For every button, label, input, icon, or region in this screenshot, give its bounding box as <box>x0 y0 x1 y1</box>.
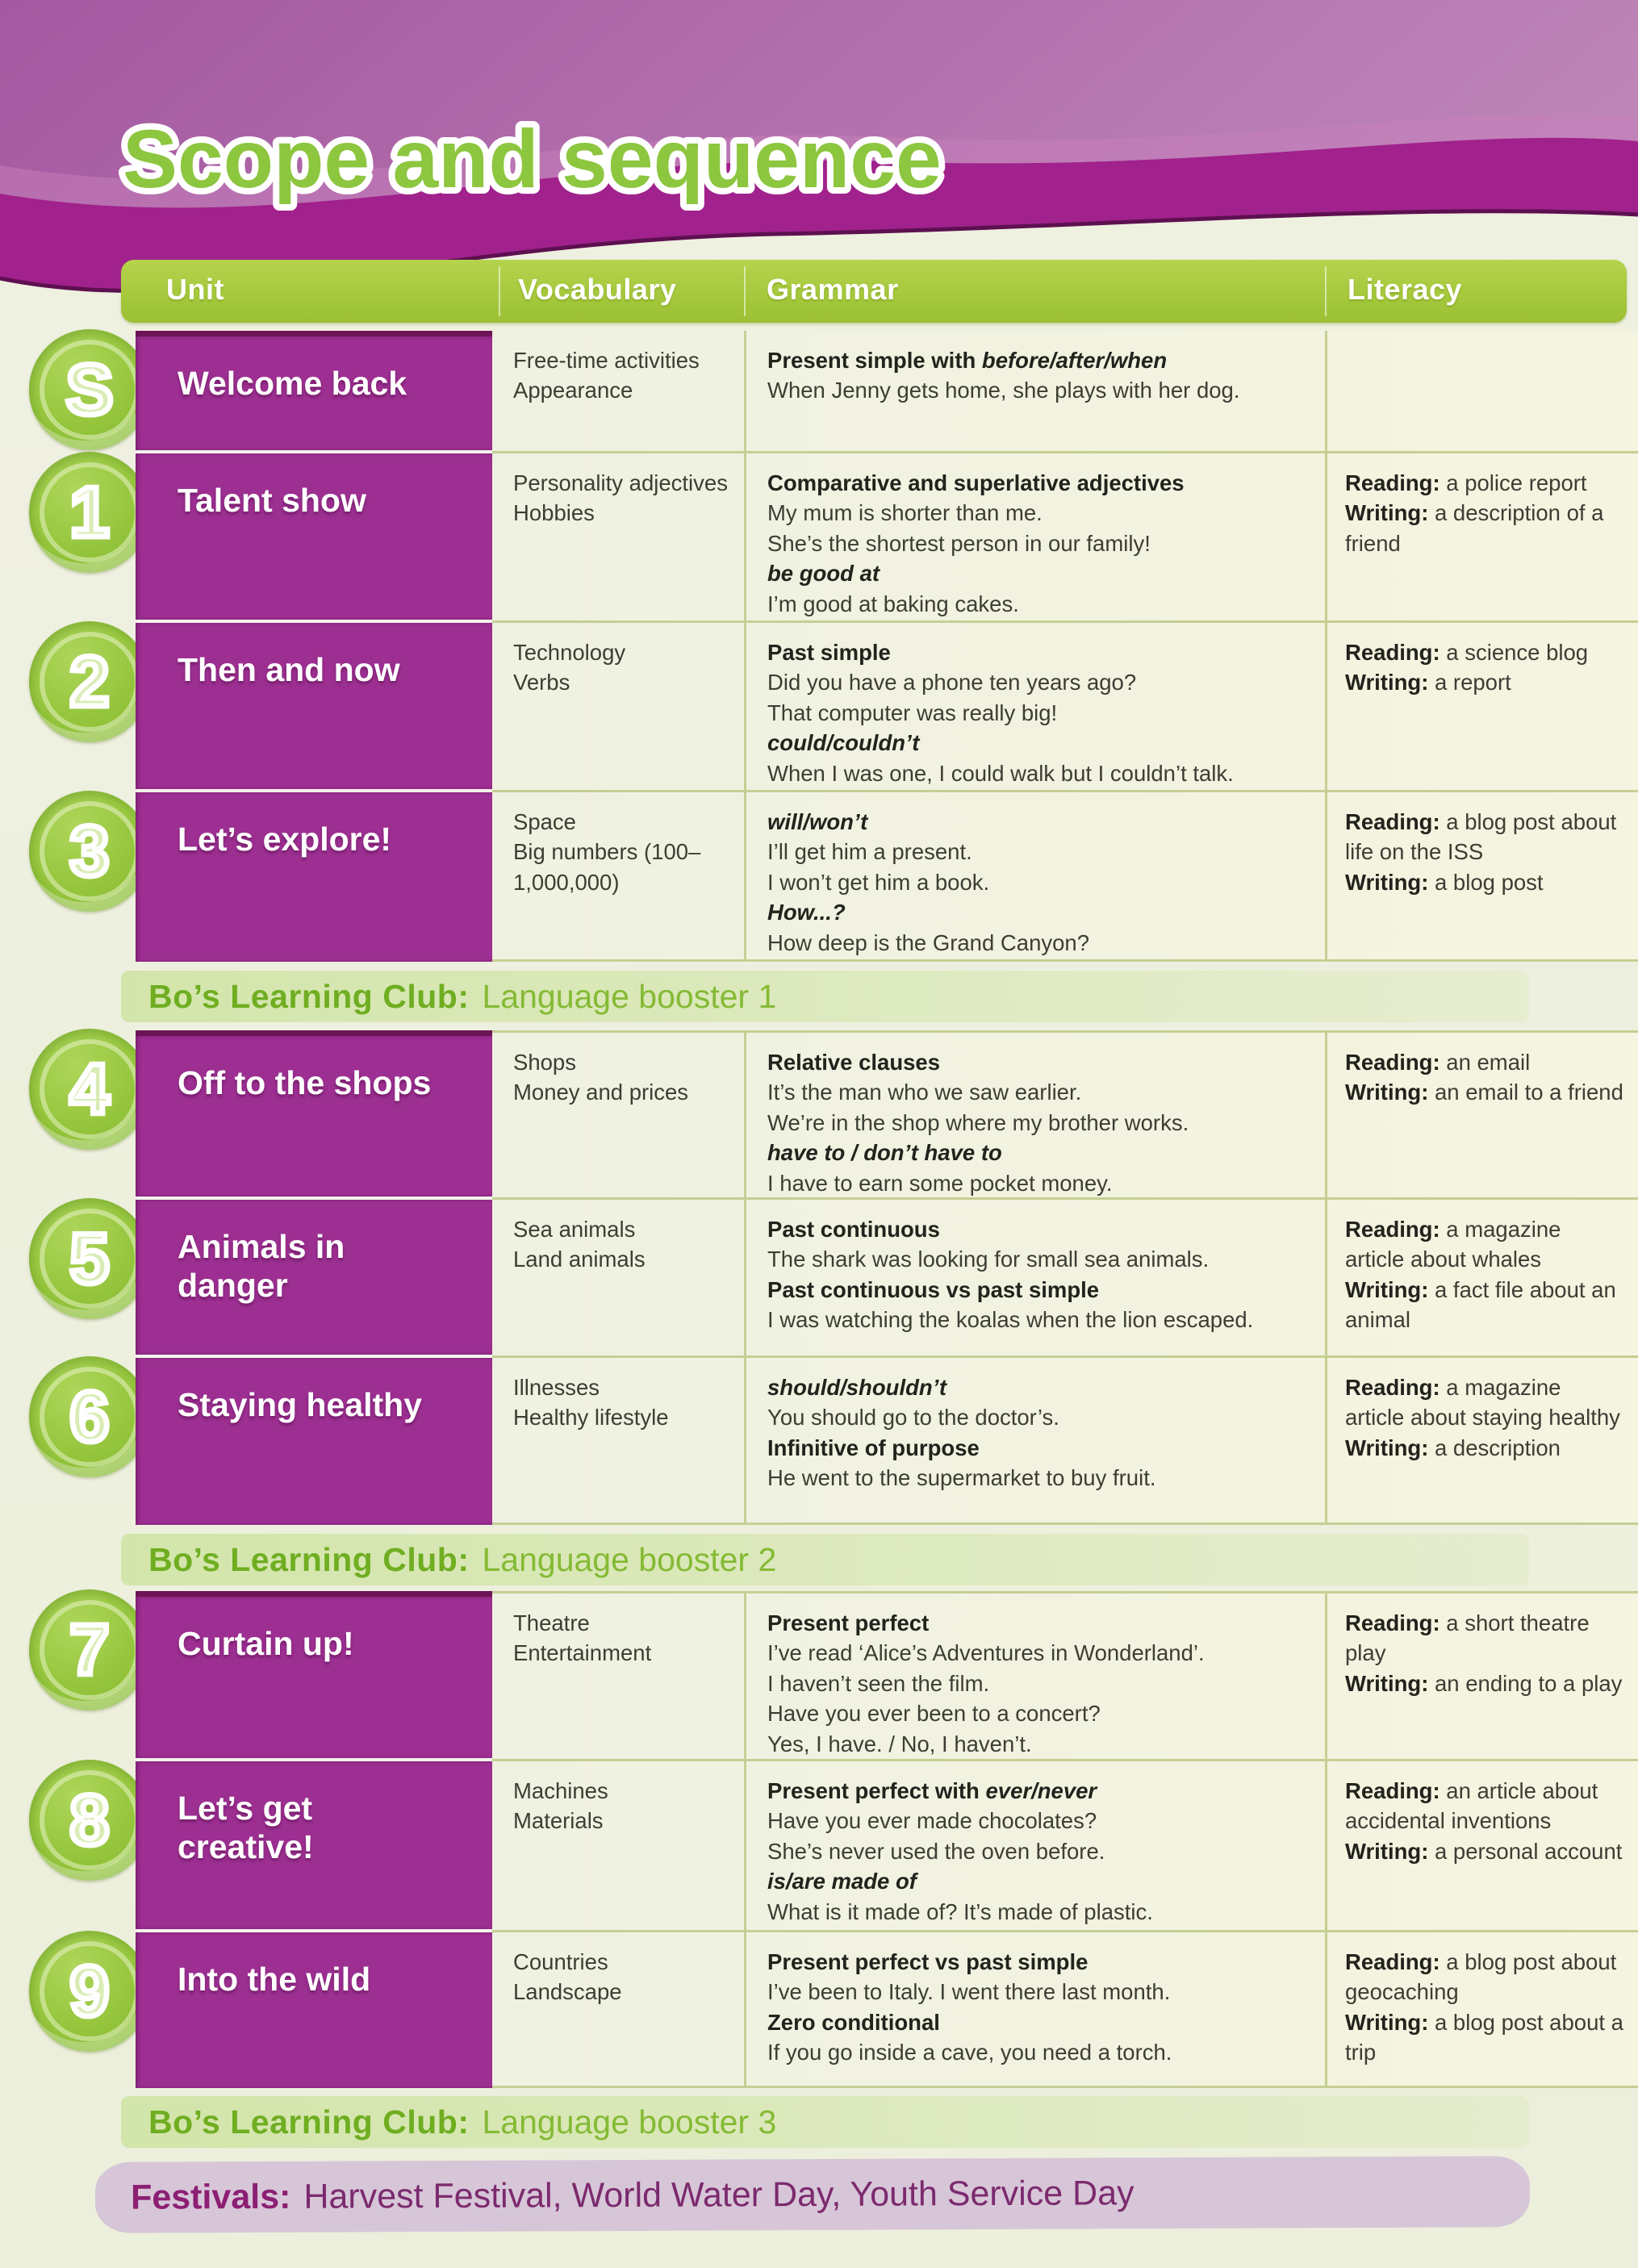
vocabulary-item: Money and prices <box>513 1080 689 1105</box>
grammar-line <box>767 528 1310 558</box>
unit-title: Animals in danger <box>178 1228 345 1305</box>
vocabulary-cell <box>492 1932 744 2086</box>
unit-title: Staying healthy <box>178 1386 423 1423</box>
grammar-cell <box>744 1593 1325 1759</box>
grammar-line <box>767 1806 1310 1836</box>
literacy-cell <box>1325 792 1638 959</box>
unit-badge-label: 2 <box>69 641 110 721</box>
text-segment: You should go to the doctor’s. <box>767 1405 1059 1431</box>
text-segment: Reading: <box>1345 1610 1440 1635</box>
unit-badge-9 <box>29 1931 150 2052</box>
text-segment: I’ve been to Italy. I went there last month. <box>767 1979 1171 2005</box>
festivals-banner <box>95 2156 1530 2233</box>
text-segment: Have you ever made chocolates? <box>767 1808 1097 1834</box>
unit-row-7 <box>0 1591 1638 1761</box>
unit-title-block <box>136 1200 492 1358</box>
grammar-line <box>767 558 1310 588</box>
unit-row-S <box>0 331 1638 453</box>
unit-title-block <box>136 623 492 792</box>
literacy-line <box>1345 1836 1623 1866</box>
text-segment: I’m good at baking cakes. <box>767 591 1019 616</box>
grammar-line <box>767 1138 1310 1167</box>
text-segment: Did you have a phone ten years ago? <box>767 670 1137 695</box>
column-header-literacy: Literacy <box>1348 273 1463 306</box>
unit-cells <box>492 1358 1638 1525</box>
grammar-line <box>767 1077 1310 1107</box>
text-segment: Writing: <box>1345 670 1429 695</box>
unit-badge-7 <box>29 1589 150 1710</box>
text-segment: a blog post <box>1428 869 1544 895</box>
grammar-line <box>767 1729 1310 1759</box>
grammar-line <box>767 1836 1310 1866</box>
text-segment: Writing: <box>1345 869 1429 895</box>
grammar-line <box>767 1866 1310 1896</box>
text-segment: Writing: <box>1345 500 1429 526</box>
vocabulary-item: Shops <box>513 1050 576 1075</box>
grammar-line <box>767 1698 1310 1728</box>
text-segment: will/won’t <box>767 809 868 834</box>
grammar-cell <box>744 792 1325 959</box>
text-segment: Reading: <box>1345 470 1440 495</box>
literacy-line <box>1345 1433 1623 1463</box>
grammar-cell <box>744 453 1325 620</box>
unit-badge-label: 3 <box>69 811 110 891</box>
text-segment: Reading: <box>1345 1050 1440 1075</box>
grammar-line <box>767 667 1310 697</box>
unit-title: Let’s explore! <box>178 821 392 858</box>
page-title: Scope and sequence <box>123 113 942 205</box>
vocabulary-cell <box>492 1761 744 1930</box>
text-segment: a report <box>1428 670 1511 695</box>
grammar-line <box>767 1244 1310 1274</box>
grammar-cell <box>744 1358 1325 1522</box>
unit-title-block <box>136 453 492 623</box>
text-segment: an email to a friend <box>1428 1080 1623 1105</box>
text-segment: a fact file about an animal <box>1345 1276 1616 1333</box>
vocabulary-cell <box>492 453 744 620</box>
learning-club-label: Bo’s Learning Club: <box>148 2103 470 2141</box>
table-header-bar <box>121 260 1627 323</box>
vocabulary-item: Land animals <box>513 1247 646 1272</box>
text-segment: ever/never <box>985 1778 1097 1803</box>
text-segment: Writing: <box>1345 2009 1429 2035</box>
vocabulary-item: Illnesses <box>513 1375 600 1400</box>
literacy-line <box>1345 667 1623 697</box>
vocabulary-item: Verbs <box>513 670 570 695</box>
grammar-cell <box>744 1033 1325 1197</box>
text-segment: a description of a friend <box>1345 500 1604 556</box>
unit-badge-8 <box>29 1760 150 1881</box>
grammar-line <box>767 375 1310 405</box>
unit-group-3 <box>0 1591 1638 2088</box>
unit-badge-label: 7 <box>69 1610 110 1690</box>
text-segment: a science blog <box>1440 640 1589 665</box>
unit-row-9 <box>0 1932 1638 2088</box>
unit-title-block <box>136 1591 492 1761</box>
text-segment: Have you ever been to a concert? <box>767 1701 1101 1727</box>
column-header-vocabulary: Vocabulary <box>518 273 677 306</box>
unit-group-1 <box>0 331 1638 962</box>
literacy-line <box>1345 498 1623 558</box>
unit-badge-1 <box>29 452 150 573</box>
text-segment: Present perfect vs past simple <box>767 1949 1089 1974</box>
text-segment: If you go inside a cave, you need a torch. <box>767 2040 1172 2065</box>
text-segment: We’re in the shop where my brother works. <box>767 1109 1189 1135</box>
text-segment: I have to earn some pocket money. <box>767 1170 1113 1196</box>
unit-title: Talent show <box>178 482 366 519</box>
grammar-line <box>767 1168 1310 1198</box>
text-segment: a personal account <box>1428 1838 1623 1864</box>
grammar-line <box>767 637 1310 667</box>
unit-badge-label: S <box>65 349 114 429</box>
literacy-line <box>1345 1776 1623 1836</box>
grammar-line <box>767 1402 1310 1432</box>
text-segment: Present simple with <box>767 348 982 373</box>
text-segment: What is it made of? It’s made of plastic. <box>767 1898 1153 1924</box>
grammar-line <box>767 1305 1310 1334</box>
unit-title-block <box>136 1358 492 1525</box>
unit-title-block <box>136 1932 492 2088</box>
literacy-cell <box>1325 1593 1638 1759</box>
header-separator <box>744 266 746 316</box>
text-segment: an article about accidental inventions <box>1345 1778 1598 1834</box>
text-segment: Writing: <box>1345 1276 1429 1302</box>
vocabulary-cell <box>492 331 744 451</box>
literacy-line <box>1345 1077 1623 1107</box>
text-segment: Infinitive of purpose <box>767 1435 980 1460</box>
grammar-line <box>767 1608 1310 1638</box>
unit-title-block <box>136 1030 492 1200</box>
grammar-line <box>767 837 1310 867</box>
unit-cells <box>492 1761 1638 1932</box>
unit-badge-label: 8 <box>69 1780 110 1860</box>
literacy-line <box>1345 1372 1623 1433</box>
text-segment: Relative clauses <box>767 1050 941 1075</box>
grammar-line <box>767 1047 1310 1077</box>
text-segment: Yes, I have. / No, I haven’t. <box>767 1731 1032 1756</box>
grammar-line <box>767 1977 1310 2007</box>
vocabulary-cell <box>492 792 744 959</box>
literacy-line <box>1345 2007 1623 2068</box>
vocabulary-item: Sea animals <box>513 1217 636 1242</box>
text-segment: a magazine article about whales <box>1345 1217 1561 1272</box>
unit-title: Welcome back <box>178 365 407 402</box>
text-segment: Writing: <box>1345 1435 1429 1460</box>
text-segment: Past continuous vs past simple <box>767 1276 1100 1302</box>
text-segment: Present perfect <box>767 1610 930 1635</box>
vocabulary-item: Landscape <box>513 1979 622 2005</box>
unit-badge-label: 6 <box>69 1376 110 1456</box>
grammar-line <box>767 1214 1310 1244</box>
header-separator <box>499 266 500 316</box>
grammar-line <box>767 867 1310 897</box>
text-segment: The shark was looking for small sea animals. <box>767 1247 1210 1272</box>
unit-cells <box>492 792 1638 962</box>
text-segment: Past simple <box>767 640 891 665</box>
language-booster-label: Language booster 2 <box>482 1540 777 1578</box>
language-booster-label: Language booster 1 <box>482 977 777 1015</box>
text-segment: a short theatre play <box>1345 1610 1590 1666</box>
unit-title: Off to the shops <box>178 1064 432 1101</box>
text-segment: I won’t get him a book. <box>767 869 990 895</box>
grammar-line <box>767 498 1310 528</box>
unit-title-block <box>136 1761 492 1932</box>
grammar-cell <box>744 1200 1325 1355</box>
learning-club-label: Bo’s Learning Club: <box>148 1540 470 1578</box>
text-segment: a police report <box>1440 470 1587 495</box>
literacy-line <box>1345 1214 1623 1275</box>
grammar-line <box>767 897 1310 927</box>
learning-club-banner-1 <box>121 971 1529 1022</box>
unit-cells <box>492 623 1638 792</box>
text-segment: Writing: <box>1345 1080 1429 1105</box>
unit-badge-label: 1 <box>69 472 110 552</box>
grammar-line <box>767 1433 1310 1463</box>
text-segment: Reading: <box>1345 1217 1440 1242</box>
literacy-cell <box>1325 331 1638 451</box>
text-segment: Reading: <box>1345 1375 1440 1400</box>
text-segment: Comparative and superlative adjectives <box>767 470 1185 495</box>
vocabulary-item: Hobbies <box>513 500 595 526</box>
unit-cells <box>492 453 1638 623</box>
text-segment: She’s the shortest person in our family! <box>767 530 1151 556</box>
text-segment: a magazine article about staying healthy <box>1345 1375 1620 1431</box>
literacy-cell <box>1325 623 1638 790</box>
text-segment: She’s never used the oven before. <box>767 1838 1105 1864</box>
vocabulary-item: Countries <box>513 1949 608 1974</box>
unit-row-1 <box>0 453 1638 623</box>
unit-cells <box>492 1932 1638 2088</box>
vocabulary-item: Appearance <box>513 378 633 403</box>
literacy-cell <box>1325 1358 1638 1522</box>
grammar-cell <box>744 623 1325 790</box>
learning-club-banner-2 <box>121 1534 1529 1585</box>
unit-badge-label: 4 <box>69 1049 110 1129</box>
vocabulary-item: Machines <box>513 1778 608 1803</box>
text-segment: I’ll get him a present. <box>767 839 972 865</box>
text-segment: Reading: <box>1345 640 1440 665</box>
vocabulary-item: Theatre <box>513 1610 590 1635</box>
grammar-line <box>767 807 1310 837</box>
text-segment: He went to the supermarket to buy fruit. <box>767 1465 1156 1491</box>
grammar-cell <box>744 1932 1325 2086</box>
unit-row-2 <box>0 623 1638 792</box>
text-segment: before/after/when <box>981 348 1168 373</box>
text-segment: an email <box>1440 1050 1531 1075</box>
literacy-cell <box>1325 1200 1638 1355</box>
grammar-line <box>767 758 1310 788</box>
text-segment: When Jenny gets home, she plays with her dog. <box>767 378 1240 403</box>
grammar-line <box>767 468 1310 498</box>
literacy-line <box>1345 1947 1623 2007</box>
vocabulary-cell <box>492 1200 744 1355</box>
grammar-line <box>767 345 1310 375</box>
text-segment: How...? <box>767 900 846 925</box>
text-segment: Writing: <box>1345 1838 1429 1864</box>
vocabulary-item: Materials <box>513 1808 604 1834</box>
grammar-line <box>767 928 1310 958</box>
vocabulary-item: Big numbers (100–1,000,000) <box>513 839 701 895</box>
literacy-line <box>1345 1669 1623 1698</box>
vocabulary-item: Healthy lifestyle <box>513 1405 669 1431</box>
grammar-line <box>767 2037 1310 2067</box>
unit-badge-4 <box>29 1029 150 1150</box>
text-segment: a blog post about a trip <box>1345 2009 1623 2065</box>
literacy-line <box>1345 807 1623 867</box>
text-segment: have to / don’t have to <box>767 1140 1002 1166</box>
literacy-line <box>1345 637 1623 667</box>
unit-row-5 <box>0 1200 1638 1358</box>
grammar-line <box>767 1776 1310 1806</box>
learning-club-banner-3 <box>121 2096 1529 2148</box>
text-segment: That computer was really big! <box>767 700 1058 725</box>
text-segment: Reading: <box>1345 1949 1440 1974</box>
grammar-line <box>767 1275 1310 1305</box>
unit-badge-5 <box>29 1198 150 1319</box>
unit-cells <box>492 1200 1638 1358</box>
unit-row-6 <box>0 1358 1638 1525</box>
grammar-cell <box>744 1761 1325 1930</box>
unit-cells <box>492 331 1638 453</box>
text-segment: a blog post about life on the ISS <box>1345 809 1617 865</box>
literacy-line <box>1345 1047 1623 1077</box>
text-segment: an ending to a play <box>1428 1670 1623 1696</box>
unit-row-3 <box>0 792 1638 962</box>
grammar-line <box>767 1897 1310 1927</box>
literacy-line <box>1345 468 1623 498</box>
vocabulary-item: Free-time activities <box>513 348 700 373</box>
vocabulary-cell <box>492 1358 744 1522</box>
column-header-unit: Unit <box>166 273 224 306</box>
vocabulary-cell <box>492 1033 744 1197</box>
text-segment: is/are made of <box>767 1869 917 1894</box>
festivals-label: Festivals: <box>130 2177 291 2217</box>
vocabulary-item: Personality adjectives <box>513 470 728 495</box>
literacy-line <box>1345 867 1623 897</box>
unit-badge-S <box>29 329 150 450</box>
grammar-line <box>767 728 1310 758</box>
unit-title-block <box>136 792 492 962</box>
text-segment: It’s the man who we saw earlier. <box>767 1080 1082 1105</box>
vocabulary-cell <box>492 623 744 790</box>
vocabulary-item: Entertainment <box>513 1640 652 1666</box>
unit-badge-label: 5 <box>69 1218 110 1298</box>
text-segment: Past continuous <box>767 1217 940 1242</box>
text-segment: I was watching the koalas when the lion escaped. <box>767 1307 1254 1333</box>
column-header-grammar: Grammar <box>767 273 899 306</box>
grammar-line <box>767 1947 1310 1977</box>
text-segment: Writing: <box>1345 1670 1429 1696</box>
literacy-cell <box>1325 453 1638 620</box>
text-segment: a blog post about geocaching <box>1345 1949 1617 2005</box>
text-segment: Reading: <box>1345 809 1440 834</box>
text-segment: Present perfect with <box>767 1778 986 1803</box>
grammar-line <box>767 698 1310 728</box>
grammar-line <box>767 1638 1310 1668</box>
unit-title-block <box>136 331 492 453</box>
unit-group-2 <box>0 1030 1638 1525</box>
festivals-list: Harvest Festival, World Water Day, Youth Service Day <box>303 2173 1134 2216</box>
text-segment: When I was one, I could walk but I couldn’t talk. <box>767 760 1234 786</box>
learning-club-label: Bo’s Learning Club: <box>148 977 470 1015</box>
unit-badge-2 <box>29 621 150 742</box>
vocabulary-item: Space <box>513 809 576 834</box>
grammar-line <box>767 1669 1310 1698</box>
unit-cells <box>492 1030 1638 1200</box>
unit-title: Let’s get creative! <box>178 1790 314 1866</box>
unit-row-4 <box>0 1030 1638 1200</box>
text-segment: a description <box>1428 1435 1561 1460</box>
unit-badge-label: 9 <box>69 1951 110 2031</box>
unit-row-8 <box>0 1761 1638 1932</box>
grammar-line <box>767 589 1310 619</box>
grammar-cell <box>744 331 1325 451</box>
text-segment: be good at <box>767 561 880 587</box>
literacy-line <box>1345 1275 1623 1335</box>
text-segment: Reading: <box>1345 1778 1440 1803</box>
literacy-line <box>1345 1608 1623 1669</box>
grammar-line <box>767 1463 1310 1493</box>
unit-title: Curtain up! <box>178 1625 354 1662</box>
text-segment: should/shouldn’t <box>767 1375 946 1400</box>
unit-cells <box>492 1591 1638 1761</box>
unit-badge-6 <box>29 1356 150 1477</box>
text-segment: How deep is the Grand Canyon? <box>767 929 1089 955</box>
literacy-cell <box>1325 1033 1638 1197</box>
unit-badge-3 <box>29 791 150 912</box>
grammar-line <box>767 1372 1310 1402</box>
vocabulary-cell <box>492 1593 744 1759</box>
header-separator <box>1325 266 1327 316</box>
text-segment: could/couldn’t <box>767 730 920 756</box>
text-segment: I haven’t seen the film. <box>767 1670 990 1696</box>
unit-title: Into the wild <box>178 1961 371 1998</box>
text-segment: I’ve read ‘Alice’s Adventures in Wonderland’. <box>767 1640 1205 1666</box>
grammar-line <box>767 2007 1310 2037</box>
text-segment: My mum is shorter than me. <box>767 500 1043 526</box>
vocabulary-item: Technology <box>513 640 626 665</box>
literacy-cell <box>1325 1761 1638 1930</box>
grammar-line <box>767 1108 1310 1138</box>
language-booster-label: Language booster 3 <box>482 2103 777 2141</box>
literacy-cell <box>1325 1932 1638 2086</box>
unit-title: Then and now <box>178 651 400 688</box>
text-segment: Zero conditional <box>767 2009 940 2035</box>
